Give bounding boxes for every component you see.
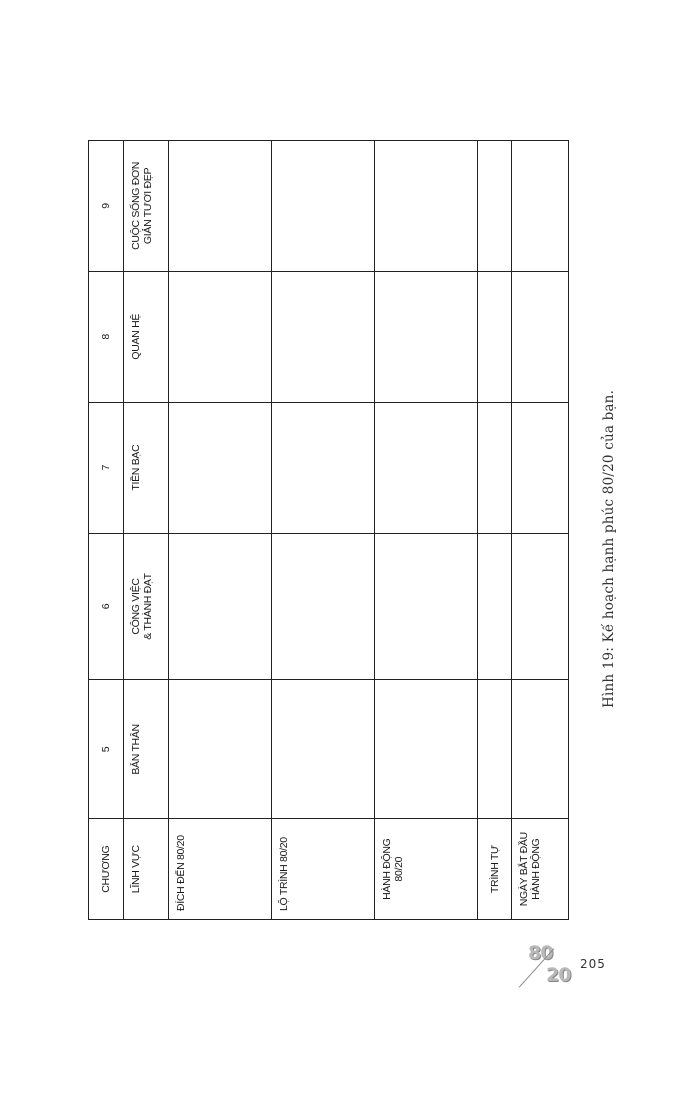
area-line-2: GIẢN TƯƠI ĐẸP	[142, 167, 154, 245]
area-line-1: CUỘC SỐNG ĐƠN	[130, 161, 142, 250]
target-row	[169, 141, 272, 920]
empty-cell	[375, 680, 478, 819]
action-row	[375, 141, 478, 920]
empty-cell	[478, 402, 512, 533]
empty-cell	[375, 402, 478, 533]
empty-cell	[478, 533, 512, 680]
empty-cell	[169, 141, 272, 272]
logo-top-text: 80	[528, 942, 553, 964]
empty-cell	[375, 271, 478, 402]
chapter-cell: 5	[89, 680, 124, 819]
plan-table-rotated	[88, 140, 541, 920]
order-row	[478, 141, 512, 920]
chapter-cell: 8	[89, 271, 124, 402]
empty-cell	[169, 533, 272, 680]
chapter-row	[89, 141, 124, 920]
area-line-1: BẢN THÂN	[130, 724, 142, 775]
route-row	[272, 141, 375, 920]
start-date-label-line-2: HÀNH ĐỘNG	[530, 838, 542, 900]
empty-cell	[272, 402, 375, 533]
target-label: ĐÍCH ĐẾN 80/20	[169, 819, 272, 920]
order-label: TRÌNH TỰ	[478, 819, 512, 920]
figure-caption	[597, 348, 621, 708]
page-number: 205	[580, 957, 606, 971]
chapter-cell: 7	[89, 402, 124, 533]
area-row	[124, 141, 169, 920]
chapter-cell: 6	[89, 533, 124, 680]
empty-cell	[512, 141, 569, 272]
area-line-2: & THÀNH ĐẠT	[142, 573, 154, 640]
area-line-1: TIỀN BẠC	[130, 444, 142, 491]
empty-cell	[169, 271, 272, 402]
empty-cell	[478, 271, 512, 402]
logo-bottom-text: 20	[546, 964, 571, 986]
start-date-row	[512, 141, 569, 920]
empty-cell	[272, 271, 375, 402]
empty-cell	[169, 402, 272, 533]
empty-cell	[512, 533, 569, 680]
empty-cell	[478, 680, 512, 819]
chapter-header-cell: CHƯƠNG	[89, 819, 124, 920]
start-date-label-line-1: NGÀY BẮT ĐẦU	[518, 832, 530, 907]
action-label-line-2: 80/20	[393, 856, 405, 882]
chapter-cell: 9	[89, 141, 124, 272]
area-cell	[124, 402, 169, 533]
empty-cell	[512, 402, 569, 533]
book-logo	[526, 940, 586, 990]
route-label: LỘ TRÌNH 80/20	[272, 819, 375, 920]
action-label	[375, 819, 478, 920]
empty-cell	[512, 271, 569, 402]
area-cell	[124, 680, 169, 819]
empty-cell	[272, 533, 375, 680]
empty-cell	[169, 680, 272, 819]
empty-cell	[272, 141, 375, 272]
area-cell	[124, 141, 169, 272]
happiness-plan-table	[88, 140, 569, 920]
area-cell	[124, 533, 169, 680]
empty-cell	[375, 141, 478, 272]
plan-table-wrapper	[88, 140, 541, 920]
area-header-cell: LĨNH VỰC	[124, 819, 169, 920]
area-line-1: CÔNG VIỆC	[130, 578, 142, 635]
empty-cell	[478, 141, 512, 272]
area-line-1: QUAN HỆ	[130, 313, 142, 360]
empty-cell	[512, 680, 569, 819]
start-date-label	[512, 819, 569, 920]
area-cell	[124, 271, 169, 402]
empty-cell	[272, 680, 375, 819]
figure-caption-text: Hình 19: Kế hoạch hạnh phúc 80/20 của bạn.	[601, 389, 617, 708]
action-label-line-1: HÀNH ĐỘNG	[381, 838, 393, 900]
empty-cell	[375, 533, 478, 680]
